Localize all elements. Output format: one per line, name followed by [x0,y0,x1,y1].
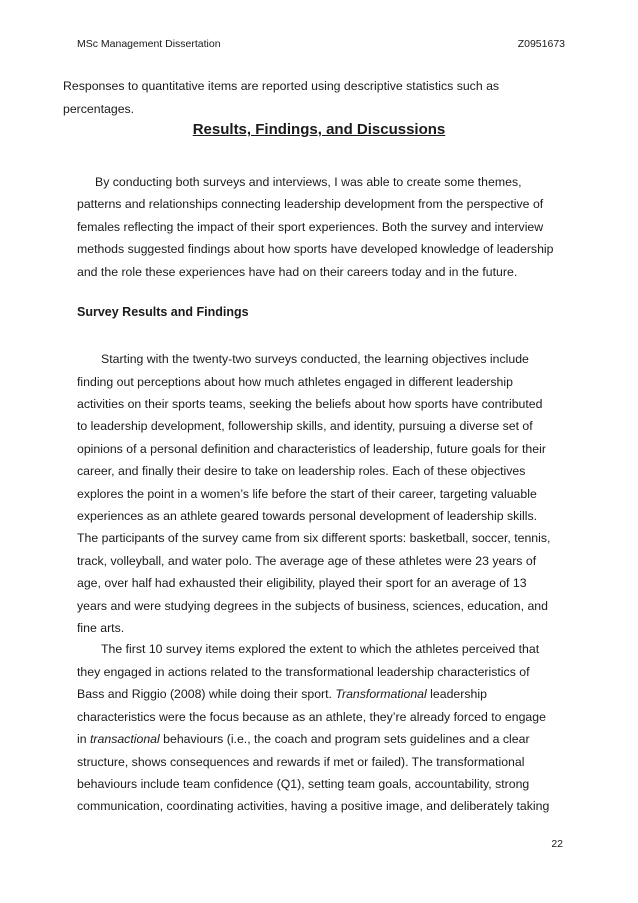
paragraph-line: Starting with the twenty-two surveys conducted, the learning objectives include [101,352,529,366]
paragraph-line [77,686,487,702]
paragraph-line: years and were studying degrees in the subjects of business, sciences, education, and [77,599,548,613]
paragraph-line: career, and finally their desire to take on leadership roles. Each of these objectives [77,464,526,478]
paragraph-line: structure, shows consequences and rewards if met or failed). The transformational [77,755,525,769]
paragraph-line: communication, coordinating activities, having a positive image, and deliberately taking [77,799,550,813]
paragraph-line: activities on their sports teams, seeking the beliefs about how sports have contributed [77,397,543,411]
paragraph-line: fine arts. [77,621,125,635]
paragraph-line: characteristics were the focus because as an athlete, they’re already forced to engage [77,710,546,724]
paragraph-line: methods suggested findings about how sports have developed knowledge of leadership [77,242,554,256]
paragraph-line: The participants of the survey came from six different sports: basketball, soccer, tennis, [77,531,551,545]
section-title: Results, Findings, and Discussions [192,121,446,138]
paragraph-line: behaviours include team confidence (Q1), setting team goals, accountability, strong [77,777,530,791]
subsection-title: Survey Results and Findings [77,305,249,319]
paragraph-line: track, volleyball, and water polo. The average age of these athletes were 23 years of [77,554,537,568]
paragraph-line [77,731,530,747]
page-header-left: MSc Management Dissertation [77,38,221,50]
page-number: 22 [551,838,563,850]
intro-line: Responses to quantitative items are reported using descriptive statistics such as [63,79,500,93]
text-run: Bass and Riggio (2008) while doing their sport. [77,687,336,701]
intro-line: percentages. [63,102,135,116]
paragraph-line: to leadership development, followership skills, and identity, pursuing a diverse set of [77,419,533,433]
paragraph-line: patterns and relationships connecting leadership development from the perspective of [77,197,544,211]
paragraph-line: By conducting both surveys and interviews, I was able to create some themes, [95,175,522,189]
italic-term: transactional [90,732,160,746]
text-run: behaviours (i.e., the coach and program sets guidelines and a clear [159,732,530,746]
paragraph-line: opinions of a personal definition and characteristics of leadership, future goals for their [77,442,546,456]
paragraph-line: finding out perceptions about how much athletes engaged in different leadership [77,375,513,389]
paragraph-line: The first 10 survey items explored the extent to which the athletes perceived that [101,642,540,656]
paragraph-line: they engaged in actions related to the transformational leadership characteristics of [77,665,530,679]
paragraph-line: females reflecting the impact of their sport experiences. Both the survey and interview [77,220,544,234]
paragraph-line: and the role these experiences have had on their careers today and in the future. [77,265,518,279]
page-header-right: Z0951673 [517,38,565,50]
paragraph-line: explores the point in a women’s life before the start of their career, targeting valuable [77,487,537,501]
paragraph-line: experiences as an athlete geared towards personal development of leadership skills. [77,509,538,523]
paragraph-line: age, over half had exhausted their eligibility, played their sport for an average of 13 [77,576,527,590]
text-run: leadership [426,687,487,701]
italic-term: Transformational [335,687,427,701]
text-run: in [77,732,90,746]
